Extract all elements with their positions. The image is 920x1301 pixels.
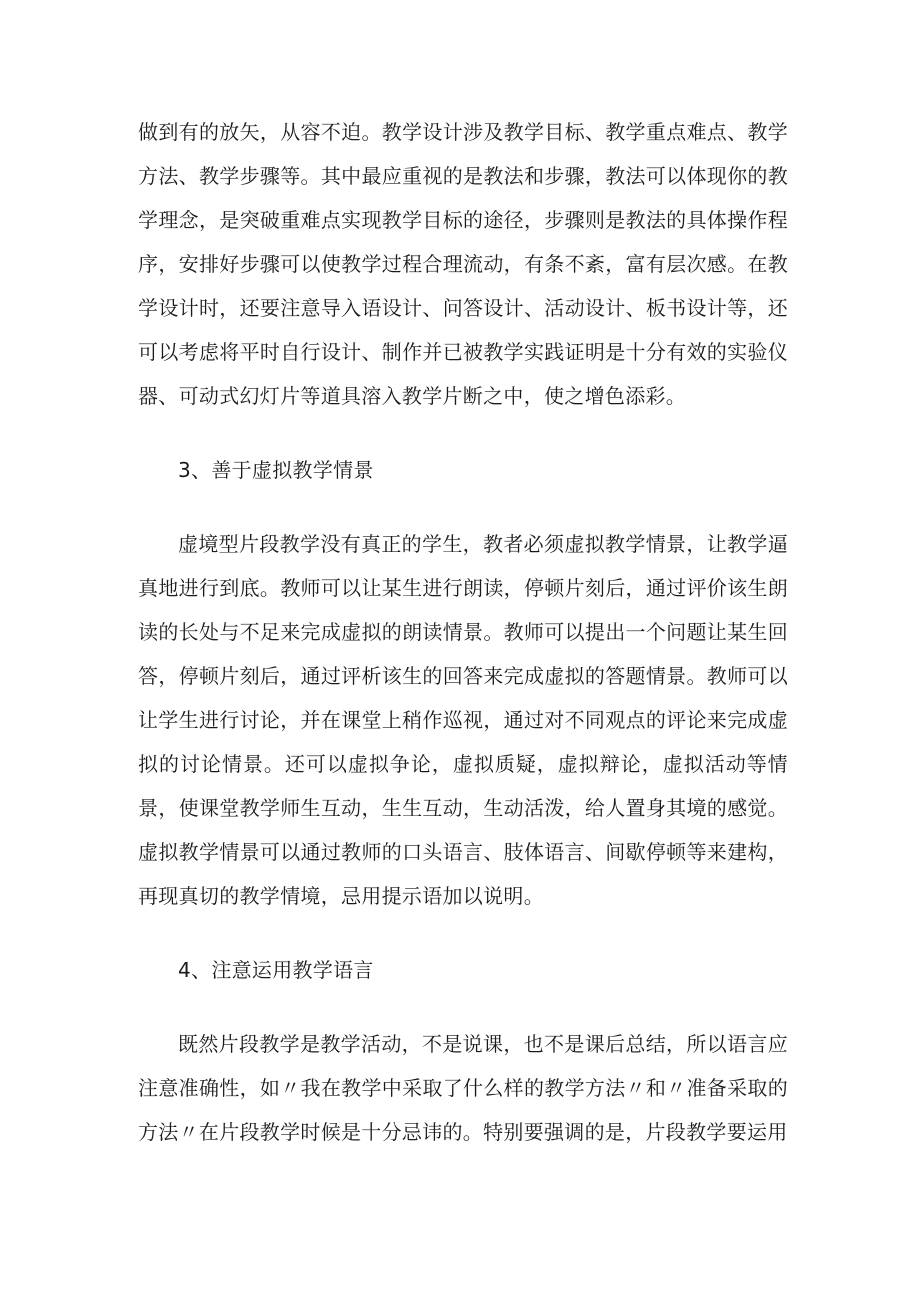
section-heading-teaching-language: 4、注意运用教学语言 (178, 958, 374, 982)
paragraph-virtual-scenario: 虚境型片段教学没有真正的学生，教者必须虚拟教学情景，让教学逼真地进行到底。教师可以让某生进行朗读，停顿片刻后，通过评价该生朗读的长处与不足来完成虚拟的朗读情景。教师可以提出一个问题让某生回答，停顿片刻后，通过评析该生的回答来完成虚拟的答题情景。教师可以让学生进行讨论，并在课堂上稍作巡视，通过对不同观点的评论来完成虚拟的讨论情景。还可以虚拟争论，虚拟质疑，虚拟辩论，虚拟活动等情景，使课堂教学师生互动，生生互动，生动活泼，给人置身其境的感觉。虚拟教学情景可以通过教师的口头语言、肢体语言、间歇停顿等来建构，再现真切的教学情境，忌用提示语加以说明。 (138, 532, 788, 908)
document-body (138, 110, 788, 1184)
paragraph-teaching-design: 做到有的放矢，从容不迫。教学设计涉及教学目标、教学重点难点、教学方法、教学步骤等。其中最应重视的是教法和步骤，教法可以体现你的教学理念，是突破重难点实现教学目标的途径，步骤则是教法的具体操作程序，安排好步骤可以使教学过程合理流动，有条不紊，富有层次感。在教学设计时，还要注意导入语设计、问答设计、活动设计、板书设计等，还可以考虑将平时自行设计、制作并已被教学实践证明是十分有效的实验仪器、可动式幻灯片等道具溶入教学片断之中，使之增色添彩。 (138, 120, 788, 408)
paragraph-teaching-language: 既然片段教学是教学活动，不是说课，也不是课后总结，所以语言应注意准确性，如〃我在教学中采取了什么样的教学方法〃和〃准备采取的方法〃在片段教学时候是十分忌讳的。特别要强调的是，片段教学要运用 (138, 1032, 788, 1144)
section-heading-virtual-scenario: 3、善于虚拟教学情景 (178, 458, 374, 482)
